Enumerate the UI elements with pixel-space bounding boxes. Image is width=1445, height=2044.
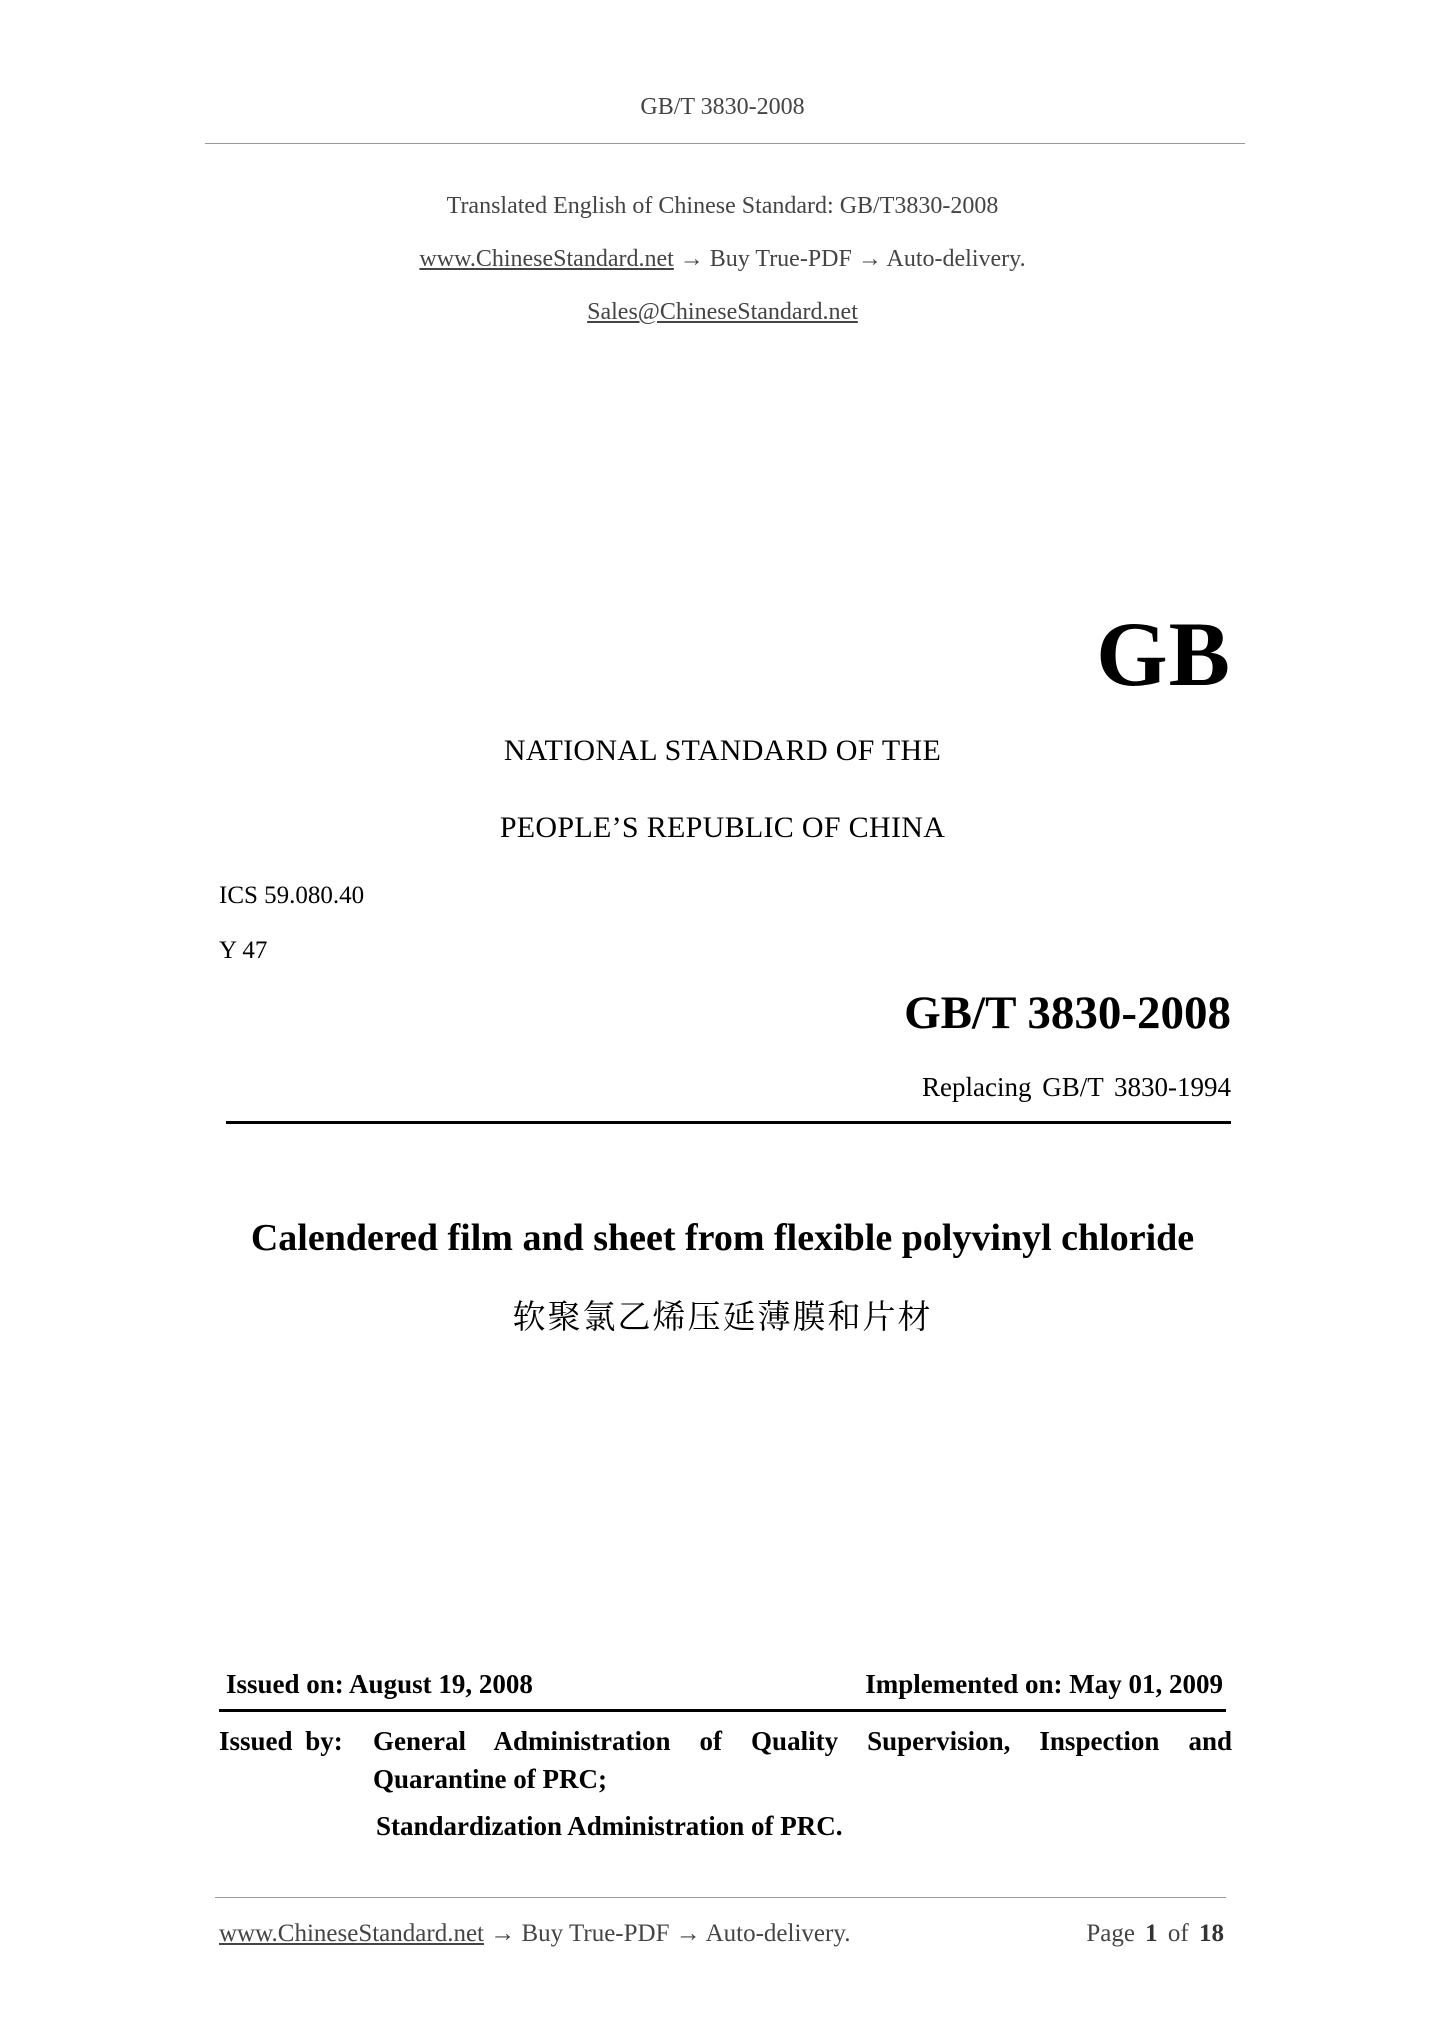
dates-divider: [219, 1709, 1226, 1712]
page-number: [1086, 1920, 1224, 1948]
issued-by-authority-line2: Quarantine of PRC;: [373, 1764, 607, 1794]
ccs-code: Y 47: [219, 937, 268, 964]
page-current: 1: [1145, 1920, 1158, 1947]
promo-email-line: [0, 299, 1445, 326]
gb-logo: GB: [1096, 603, 1231, 705]
header-standard-code: GB/T 3830-2008: [640, 94, 805, 120]
implemented-on-date: Implemented on: May 01, 2009: [865, 1669, 1223, 1699]
issued-on-date: Issued on: August 19, 2008: [226, 1669, 533, 1699]
issued-by-authority-line3: Standardization Administration of PRC.: [376, 1811, 843, 1841]
promo-translation-line: Translated English of Chinese Standard: GB/T3830-2008: [446, 193, 999, 219]
national-standard-line2: PEOPLE’S REPUBLIC OF CHINA: [499, 811, 946, 844]
footer-site-link[interactable]: www.ChineseStandard.net: [219, 1920, 484, 1947]
title-divider: [226, 1121, 1231, 1124]
footer-buy-line: [219, 1920, 850, 1948]
ics-code: ICS 59.080.40: [219, 882, 365, 909]
document-title-chinese: 软聚氯乙烯压延薄膜和片材: [512, 1297, 933, 1336]
page-label: Page: [1086, 1920, 1135, 1947]
promo-buy-line: [0, 246, 1445, 273]
issued-by-authority-line1: General Administration of Quality Supervision, Inspection and: [373, 1726, 1232, 1756]
replacing-note: Replacing GB/T 3830-1994: [922, 1072, 1231, 1102]
footer-buy-text: → Buy True-PDF → Auto-delivery.: [484, 1920, 851, 1947]
document-title-english: Calendered film and sheet from flexible polyvinyl chloride: [250, 1217, 1195, 1259]
national-standard-line1: NATIONAL STANDARD OF THE: [503, 734, 942, 767]
page-of: of: [1167, 1920, 1189, 1947]
promo-email-link[interactable]: Sales@ChineseStandard.net: [587, 299, 858, 325]
issued-by-label: Issued by:: [219, 1726, 343, 1756]
promo-buy-text: → Buy True-PDF → Auto-delivery.: [673, 246, 1026, 272]
page-total: 18: [1199, 1920, 1224, 1947]
footer-divider: [215, 1897, 1226, 1898]
promo-site-link[interactable]: www.ChineseStandard.net: [419, 246, 674, 272]
standard-number: GB/T 3830-2008: [904, 987, 1231, 1039]
header-divider: [205, 143, 1245, 144]
